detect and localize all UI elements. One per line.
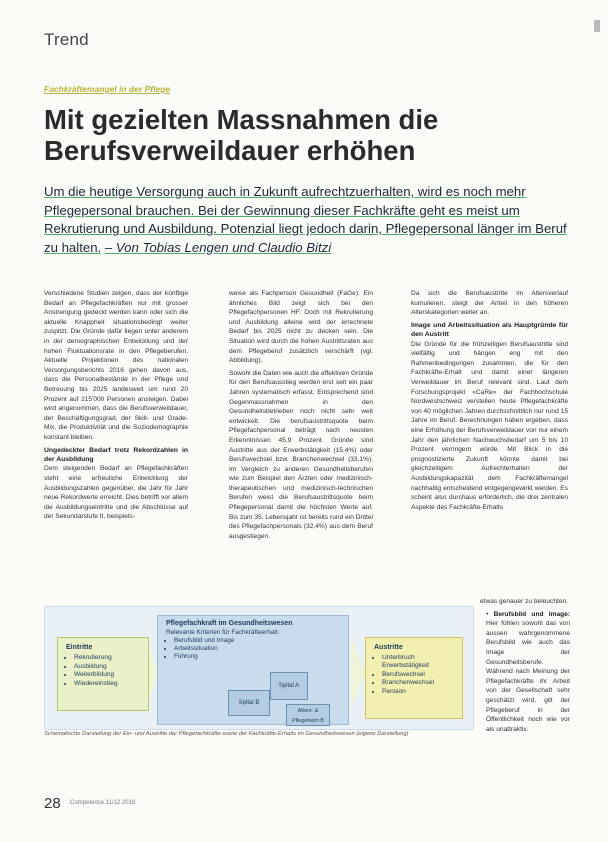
entries-box: [57, 637, 149, 711]
exit-item: • Pension: [382, 688, 462, 696]
paragraph: Dem steigenden Bedarf an Pflegefachkräften steht eine erfreuliche Entwicklung der Ausbildungszahlen gegenüber, die Jahr für Jahr neue Rekordwerte erreicht. Dies betrifft vor allem die Ausbildungseintritte und die Abschlüsse auf der Sekundarstufe II, beispiels-: [44, 465, 188, 521]
exit-item: • Berufswechsel: [382, 671, 462, 679]
text-column-1: [44, 289, 188, 525]
criterion-item: • Führung: [174, 653, 348, 661]
paragraph: etwas genauer zu beleuchten.: [480, 598, 568, 605]
exit-item: • Branchenwechsel: [382, 679, 462, 687]
exit-arrow: [351, 637, 365, 709]
text-column-2: [229, 289, 373, 544]
text-column-3: [411, 289, 568, 515]
main-subtitle: Relevante Kriterien für Fachkräfteerhalt:: [166, 629, 280, 636]
paragraph: weise als Fachperson Gesundheit (FaGe). Ein ähnliches Bild zeigt sich bei den Pflegefachpersonen HF. Doch mit Rekrutierung und Ausbildung alleine wird der errechnete Bedarf bis 2025 nicht zu decken sein. Die Situation wird durch die hohen Austrittsraten aus dem Pflegeberuf zusätzlich verschärft (vgl. Abbildung).: [229, 290, 373, 365]
workforce-flow-diagram: [44, 606, 474, 730]
subheading: Ungedeckter Bedarf trotz Rekordzahlen in der Ausbildung: [44, 446, 188, 463]
nurse-workforce-box: [157, 615, 349, 725]
text-column-3-continued: [480, 597, 570, 734]
hospital-a-box: Spital A: [270, 672, 308, 700]
bullet-list: [480, 610, 570, 735]
article-title: Mit gezielten Massnahmen die Berufsverweildauer erhöhen: [44, 104, 439, 166]
main-title: Pflegefachkraft im Gesundheitswesen: [166, 620, 293, 627]
entry-item: • Rekrutierung: [74, 654, 148, 663]
figure-caption: Schematische Darstellung der Ein- und Austritte der Pflegefachkräfte sowie der Fachkräfte-Erhalts im Gesundheitswesen (eigene Darstellung): [44, 731, 409, 737]
exits-title: Austritte: [374, 644, 403, 651]
lead-text: Um die heutige Versorgung auch in Zukunft aufrechtzuerhalten, wird es noch mehr Pflegepersonal brauchen. Bei der Gewinnung dieser Fachkräfte geht es meist um Rekrutierung und Ausbildung. Potenzial liegt jedoch darin, Pflegepersonal länger im Beruf zu halten.: [44, 184, 567, 255]
page-edge-mark: [594, 20, 600, 32]
entries-title: Eintritte: [66, 644, 93, 651]
topic-kicker: Fachkräftemangel in der Pflege: [44, 84, 171, 94]
entry-item: • Weiterbildung: [74, 671, 148, 680]
bullet-text: Hier fühlen sowohl das von aussen wahrgenommene Berufsbild wie auch das Image der Gesundheitsberufe. Während nach Meinung der Pflegefachkräfte ihr Arbeit von der Gesellschaft sehr geschätzt wird, gilt der Pflegeberuf in der Öffentlichkeit noch wie vor als unattraktiv.: [486, 620, 570, 733]
exits-box: [365, 637, 463, 719]
paragraph: Die Gründe für die frühzeitigen Berufsaustritte sind vielfältig und hängen eng mit den Rahmenbedingungen zusammen, die für den Fachkräfte-Erhalt und damit einer längeren Verweildauer im Beruf relevant sind. Laut dem Forschungsprojekt «CaRe» der Fachhochschule Nordwestschweiz verstellen heute Pflegefachkräfte von 40 möglichen Jahren durchschnittlich nur rund 15 Jahre im Beruf. Berechnungen haben ergeben, dass eine Erhöhung der Berufsverweildauer von nur einem Jahr den jährlichen Nachwuchsbedarf um 5 bis 10 Prozent verringern würde. Mit Blick in die prognostizierte Zukunft könnte damit bei gleichzeitigem Aufrechterhalten der Ausbildungskapazität dem Fachkräftemangel nachhaltig entscheidend entgegengewirkt werden. Es scheint also durchaus erforderlich, die drei zentralen Aspekte des Fachkräfte-Erhalts: [411, 340, 568, 511]
section-label: Trend: [44, 30, 89, 49]
criterion-item: • Berufsbild und Image: [174, 637, 348, 645]
paragraph: Sowohl die Daten wie auch die effektiven Gründe für den Berufsausstieg werden erst seit ein paar Jahren systematisch erfasst. Entsprechend sind Gegenmassnahmen in den Gesundheitsbetrieben noch nicht sehr weit entwickelt. Die berufsaustrittsquote beim Pflegefachpersonal beträgt nach neusten Erkenntnissen 45,9 Prozent. Gründe sind Austritte aus der Erwerbstätigkeit (15,4%) oder Berufswechsel bzw. Branchenwechsel (33,1%). Im Vergleich zu anderen Gesundheitsberufen wie zum Beispiel den Ärzten oder medizinisch-therapeutischen und medizinisch-technischen Berufen weist die Berufsaustrittsquote beim Pflegepersonal damit die höchsten Werte auf. Bis zum 35. Lebensjahr ist bereits rund ein Drittel des Pflegefachpersonals (32,4%) aus dem Beruf ausgestiegen.: [229, 369, 373, 540]
entry-item: • Ausbildung: [74, 663, 148, 672]
hospital-b-box: Spital B: [228, 690, 270, 716]
paragraph: Verschiedene Studien zeigen, dass der künftige Bedarf an Pflegefachkräften nur mit grosser Anstrengung gedeckt werden kann oder sich die aktuelle Knappheit situationsbedingt weiter zuspitzt. Die Gründe dafür liegen unter anderem in der demographischen Entwicklung und der hohen Fluktuationsrate in den Pflegeberufen. Aktuelle Projektionen des nationalen Versorgungsberichts 2016 gehen davon aus, dass die Personalbestände in der Pflege und Betreuung bis 2025 landesweit um rund 20 Prozent auf 215'000 Personen ansteigen. Dabei wird angenommen, dass die Berufsverweildauer, der Beschäftigungsgrad, der Skill- und Grade-Mix, die Produktivität und die Soziodemographie konstant bleiben.: [44, 290, 188, 441]
byline: – Von Tobias Lengen und Claudio Bitzi: [104, 239, 332, 255]
journal-name: Competence 11/12 2018: [70, 800, 136, 806]
criterion-item: • Arbeitssituation: [174, 645, 348, 653]
bullet-label: Berufsbild und Image:: [493, 610, 571, 618]
exit-item: • Unterbruch Erwerbstätigkeit: [382, 654, 462, 671]
paragraph: Da sich die Berufsaustritte im Altersverlauf kumulieren, steigt der Anteil in den höheren Alterskategorien weiter an.: [411, 290, 568, 317]
page-number: 28: [44, 795, 61, 812]
bullet-item: • Berufsbild und Image: Hier fühlen sowohl das von aussen wahrgenommene Berufsbild wie auch das Image der Gesundheitsberufe. Während nach Meinung der Pflegefachkräfte ihr Arbeit von der Gesellschaft sehr geschätzt wird, gilt der Pflegeberuf in der Öffentlichkeit noch wie vor als unattraktiv.: [486, 610, 571, 733]
article-lead: [44, 183, 572, 257]
subheading: Image und Arbeitssituation als Hauptgründe für den Austritt: [411, 321, 568, 339]
entry-item: • Wiedereinstieg: [74, 680, 148, 689]
care-home-box: Alters- & Pflegeheim B: [286, 704, 330, 726]
